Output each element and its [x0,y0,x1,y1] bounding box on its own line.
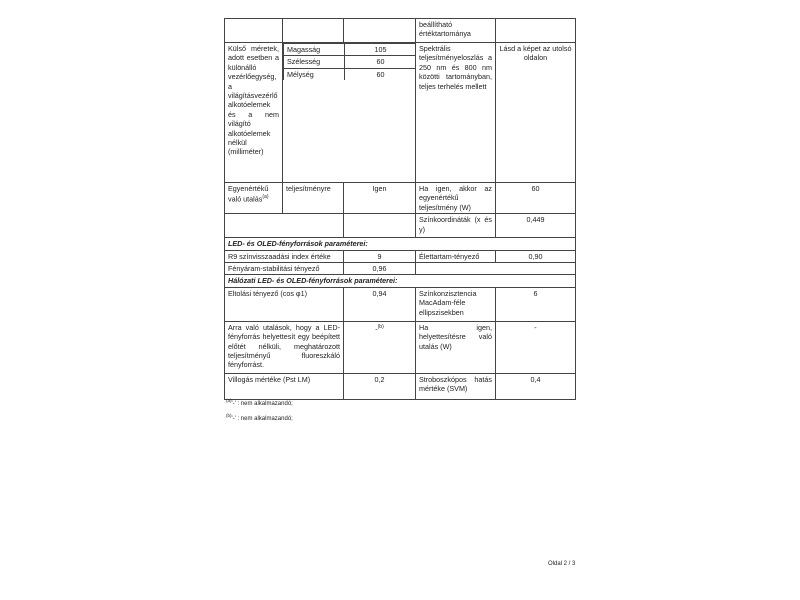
footnotes [226,395,293,425]
spectral-distribution-label: Spektrális teljesítményeloszlás a 250 nm és 800 nm közötti tartományban, teljes terhelés mellett [416,43,496,183]
chromaticity-value: 0,449 [496,214,576,238]
r9-index-value: 9 [344,250,416,262]
section-header-row [225,275,576,287]
table-row [225,214,576,238]
table-row [225,321,576,373]
footnote: $^{(a)}$'-' : nem alkalmazandó; [226,398,293,407]
dimension-row [284,56,416,68]
equivalent-power-value: Igen [344,183,416,214]
colour-consistency-label: Színkonzisztencia MacAdam-féle ellipszisekben [416,287,496,321]
table-row [225,263,576,275]
table-row [225,250,576,262]
replacement-wattage-value: - [496,321,576,373]
table-row [225,43,576,183]
equivalent-power-mid: teljesítményre [283,183,344,214]
footnote: $^{(b)}$'-' : nem alkalmazandó; [226,413,293,422]
flux-stability-value: 0,96 [344,263,416,275]
lifetime-factor-label: Élettartam-tényező [416,250,496,262]
page-number: Oldal 2 / 3 [548,561,576,567]
stroboscopic-value: 0,4 [496,373,576,399]
external-dimensions-label: Külső méretek, adott esetben a különálló vezérlőegység, a világításvezérlő alkotóelemek és a nem világító alkotóelemek nélkül (milliméter) [225,43,283,183]
replacement-claim-label: Arra való utalások, hogy a LED-fényforrás helyettesít egy beépített előtét nélküli, meghatározott teljesítményű fluoreszkáló fényforrást. [225,321,344,373]
dimension-name: Magasság [284,44,345,56]
equivalent-power-label: Egyenértékű való utalás$^{(a)}$ [225,183,283,214]
displacement-factor-label: Eltolási tényező (cos φ1) [225,287,344,321]
dimension-row [284,44,416,56]
dimensions-subtable [283,43,416,80]
dimensions-cell [283,43,416,183]
lifetime-factor-value: 0,90 [496,250,576,262]
parameter-table [224,18,576,400]
replacement-wattage-label: Ha igen, helyettesítésre való utalás (W) [416,321,496,373]
dimension-name: Szélesség [284,56,345,68]
equivalent-wattage-label: Ha igen, akkor az egyenértékű teljesítmény (W) [416,183,496,214]
equivalent-wattage-value: 60 [496,183,576,214]
table-row [225,183,576,214]
section-header-led: LED- és OLED-fényforrások paraméterei: [225,238,576,250]
section-header-row [225,238,576,250]
dimension-value: 60 [345,68,416,80]
chromaticity-label: Színkoordináták (x és y) [416,214,496,238]
flicker-metric-label: Villogás mértéke (Pst LM) [225,373,344,399]
table-row [225,19,576,43]
dimension-value: 60 [345,56,416,68]
r9-index-label: R9 színvisszaadási index értéke [225,250,344,262]
spectral-distribution-value: Lásd a képet az utolsó oldalon [496,43,576,183]
table-row [225,287,576,321]
replacement-claim-value: -$^{(b)}$ [344,321,416,373]
dimension-row [284,68,416,80]
flux-stability-label: Fényáram-stabilitási tényező [225,263,344,275]
displacement-factor-value: 0,94 [344,287,416,321]
flicker-metric-value: 0,2 [344,373,416,399]
section-header-mains-led: Hálózati LED- és OLED-fényforrások paraméterei: [225,275,576,287]
adjustable-range-text: beállítható értéktartománya [416,19,496,43]
colour-consistency-value: 6 [496,287,576,321]
dimension-value: 105 [345,44,416,56]
stroboscopic-label: Stroboszkópos hatás mértéke (SVM) [416,373,496,399]
dimension-name: Mélység [284,68,345,80]
